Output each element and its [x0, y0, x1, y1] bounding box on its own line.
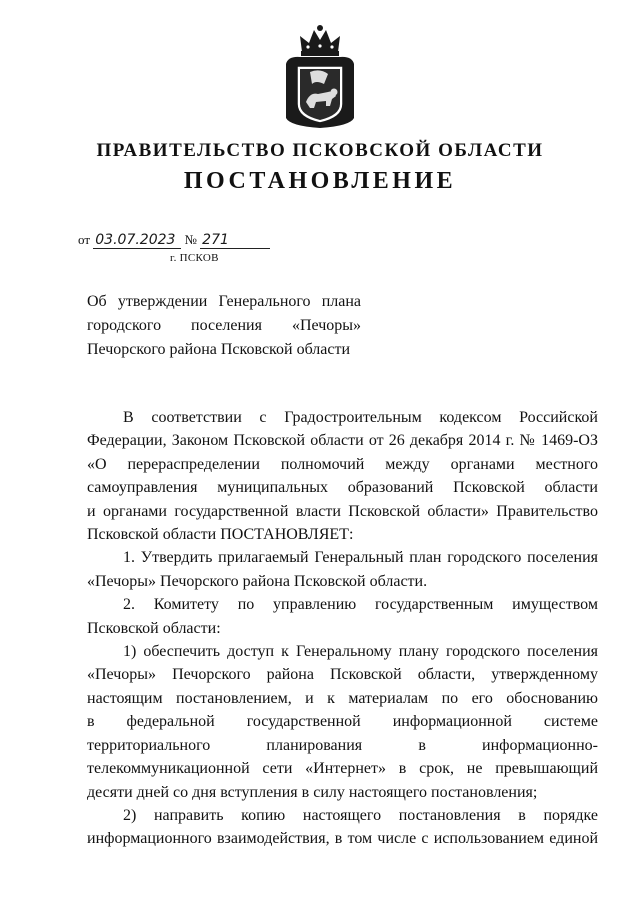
- date-prefix: от: [78, 232, 91, 247]
- organization-title: ПРАВИТЕЛЬСТВО ПСКОВСКОЙ ОБЛАСТИ: [96, 140, 544, 161]
- body-line: 1. Утвердить прилагаемый Генеральный план городского поселения: [123, 549, 598, 567]
- city-label: г. ПСКОВ: [170, 252, 219, 264]
- document-subject: [87, 290, 361, 362]
- body-line: «Печоры» Печорского района Псковской области, утвержденному: [87, 666, 598, 684]
- body-line: «О перераспределении полномочий между органами местного: [87, 455, 598, 473]
- body-line: в федеральной государственной информационной системе: [87, 713, 598, 731]
- body-line: «Печоры» Печорского района Псковской области.: [87, 572, 428, 590]
- body-line: территориального планирования в информационно-: [87, 736, 598, 754]
- body-line: 2. Комитету по управлению государственным имуществом: [123, 596, 598, 614]
- body-line: и органами государственной власти Псковской области» Правительство: [87, 502, 598, 520]
- document-type-title: ПОСТАНОВЛЕНИЕ: [183, 168, 457, 194]
- body-line: информационного взаимодействия, в том числе с использованием единой: [87, 830, 598, 848]
- pskov-coat-of-arms-icon: [280, 22, 360, 130]
- date-number-line: [78, 232, 270, 249]
- body-line: Федерации, Законом Псковской области от 26 декабря 2014 г. № 1469-ОЗ: [87, 432, 598, 450]
- body-line: Псковской области:: [87, 619, 221, 637]
- subject-line: Об утверждении Генерального плана: [87, 293, 361, 310]
- body-line: 2) направить копию настоящего постановления в порядке: [123, 806, 598, 824]
- body-line: В соответствии с Градостроительным кодексом Российской: [123, 409, 598, 426]
- subject-line: городского поселения «Печоры»: [87, 317, 361, 334]
- body-line: самоуправления муниципальных образований Псковской области: [87, 479, 598, 497]
- subject-line: Печорского района Псковской области: [87, 341, 351, 358]
- document-number: 271: [200, 233, 270, 249]
- body-line: настоящим постановлением, и к материалам по его обоснованию: [87, 689, 598, 707]
- document-date: 03.07.2023: [93, 233, 181, 249]
- body-line: десяти дней со дня вступления в силу настоящего постановления;: [87, 783, 538, 801]
- body-line: 1) обеспечить доступ к Генеральному плану городского поселения: [123, 643, 598, 661]
- number-prefix: №: [184, 232, 197, 247]
- document-body: [87, 406, 598, 851]
- body-line: телекоммуникационной сети «Интернет» в срок, не превышающий: [87, 760, 598, 778]
- body-line: Псковской области ПОСТАНОВЛЯЕТ:: [87, 526, 354, 544]
